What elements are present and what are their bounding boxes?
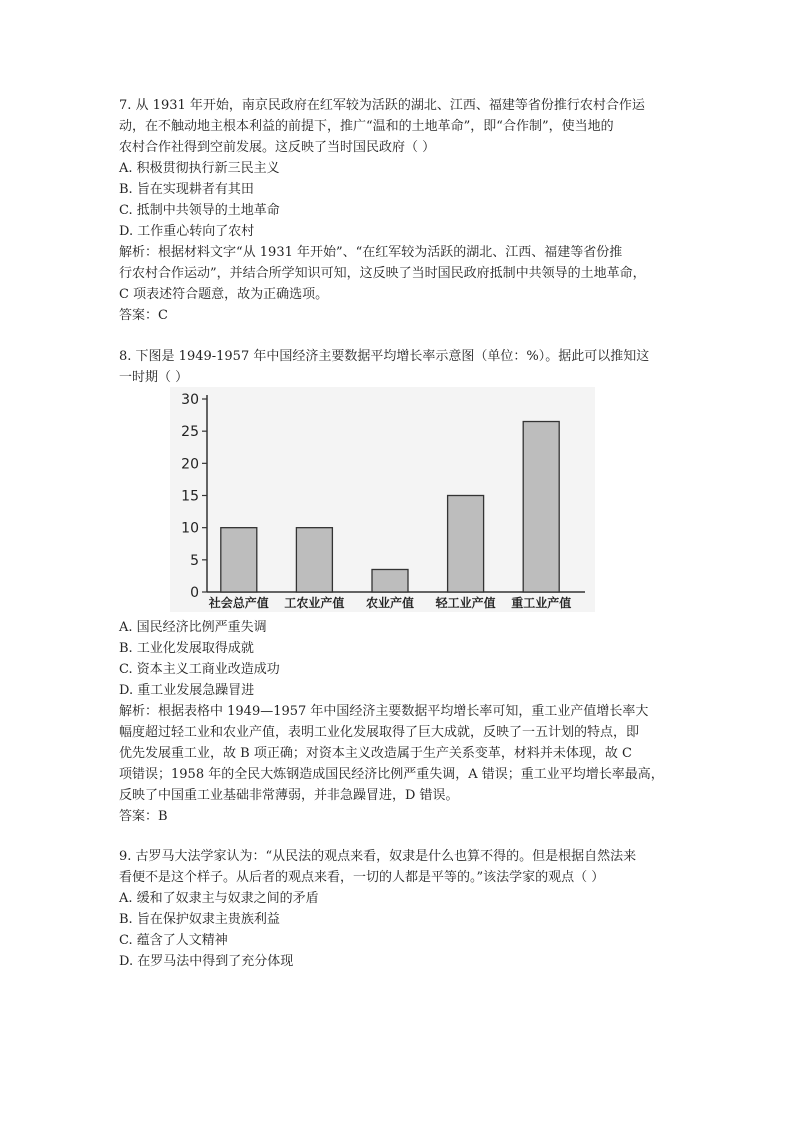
q7-stem-line: 动，在不触动地主根本利益的前提下，推广“温和的土地革命”，即“合作制”，使当地的 <box>119 119 614 134</box>
q8-option-a: A. 国民经济比例严重失调 <box>119 620 267 635</box>
q7-option-b: B. 旨在实现耕者有其田 <box>119 182 254 197</box>
bar <box>296 528 332 592</box>
q7-stem-line: 7. 从 1931 年开始，南京民政府在红军较为活跃的湖北、江西、福建等省份推行农村合作运 <box>119 98 645 113</box>
q8-answer: 答案：B <box>119 809 168 824</box>
bar <box>523 422 559 592</box>
q7-option-c: C. 抵制中共领导的土地革命 <box>119 203 280 218</box>
q8-option-c: C. 资本主义工商业改造成功 <box>119 662 280 677</box>
q8-stem-line: 一时期（ ） <box>119 370 189 385</box>
q8-analysis-line: 反映了中国重工业基础非常薄弱，并非急躁冒进，D 错误。 <box>119 788 459 803</box>
q8-option-d: D. 重工业发展急躁冒进 <box>119 683 255 698</box>
q8-option-b: B. 工业化发展取得成就 <box>119 641 254 656</box>
q8-stem-line: 8. 下图是 1949-1957 年中国经济主要数据平均增长率示意图（单位：%）。据此可以推知这 <box>119 349 650 364</box>
x-category-label: 农业产值 <box>365 596 415 610</box>
q7-analysis-line: 解析：根据材料文字“从 1931 年开始”、“在红军较为活跃的湖北、江西、福建等省份推 <box>119 245 623 260</box>
q8-analysis-line: 解析：根据表格中 1949—1957 年中国经济主要数据平均增长率可知，重工业产值增长率大 <box>119 704 649 719</box>
y-tick-label: 30 <box>181 392 199 408</box>
q7-stem-line: 农村合作社得到空前发展。这反映了当时国民政府（ ） <box>119 140 436 155</box>
y-tick-label: 5 <box>190 552 199 569</box>
q8-analysis-line: 优先发展重工业，故 B 项正确；对资本主义改造属于生产关系变革，材料并未体现，故 C <box>119 746 632 761</box>
question-8-stem <box>119 346 679 388</box>
q7-analysis-line: C 项表述符合题意，故为正确选项。 <box>119 287 329 302</box>
question-7 <box>119 95 679 326</box>
growth-rate-bar-chart <box>170 387 595 612</box>
q7-analysis-line: 行农村合作运动”，并结合所学知识可知，这反映了当时国民政府抵制中共领导的土地革命， <box>119 266 646 281</box>
q9-option-d: D. 在罗马法中得到了充分体现 <box>119 954 294 969</box>
q7-answer: 答案：C <box>119 308 168 323</box>
q9-stem-line: 看便不是这个样子。从后者的观点来看，一切的人都是平等的。”该法学家的观点（ ） <box>119 870 605 885</box>
y-tick-label: 0 <box>190 585 199 601</box>
q9-option-c: C. 蕴含了人文精神 <box>119 933 228 948</box>
question-9 <box>119 846 679 972</box>
y-tick-label: 25 <box>181 424 199 441</box>
x-category-label: 工农业产值 <box>284 596 345 610</box>
x-category-label: 重工业产值 <box>511 596 572 610</box>
q8-analysis-line: 项错误；1958 年的全民大炼钢造成国民经济比例严重失调，A 错误；重工业平均增长率最高， <box>119 767 664 782</box>
question-8-body <box>119 617 679 827</box>
bar <box>448 496 484 593</box>
x-category-label: 轻工业产值 <box>435 596 496 610</box>
bar <box>221 528 257 592</box>
bar <box>372 569 408 592</box>
q9-option-a: A. 缓和了奴隶主与奴隶之间的矛盾 <box>119 891 319 906</box>
q9-stem-line: 9. 古罗马大法学家认为：“从民法的观点来看，奴隶是什么也算不得的。但是根据自然法来 <box>119 849 637 864</box>
q9-option-b: B. 旨在保护奴隶主贵族利益 <box>119 912 280 927</box>
q8-analysis-line: 幅度超过轻工业和农业产值，表明工业化发展取得了巨大成就，反映了一五计划的特点，即 <box>119 725 640 740</box>
x-category-label: 社会总产值 <box>208 596 269 610</box>
y-tick-label: 20 <box>181 456 199 473</box>
y-tick-label: 10 <box>181 520 199 537</box>
q7-option-a: A. 积极贯彻执行新三民主义 <box>119 161 280 176</box>
y-tick-label: 15 <box>181 488 199 505</box>
q7-option-d: D. 工作重心转向了农村 <box>119 224 255 239</box>
